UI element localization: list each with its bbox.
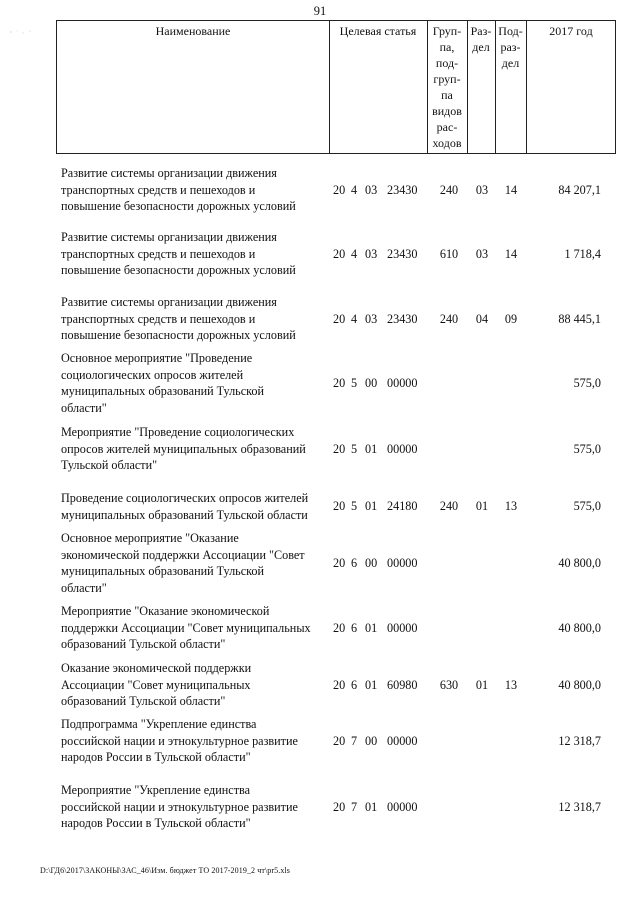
header-subsection: Под- раз- дел [498,24,523,70]
scan-noise [8,28,38,36]
row-name: Развитие системы организации движения транспортных средств и пешеходов и повышение безопасности дорожных условий [61,295,296,342]
row-target-code: 20 4 03 23430 [333,311,418,326]
row-target-code: 20 4 03 23430 [333,182,418,197]
row-amount-2017: 40 800,0 [558,620,601,635]
row-subsection: 13 [504,677,518,692]
header-section: Раз- дел [470,24,492,54]
header-target-article: Целевая статья [339,24,417,38]
row-amount-2017: 1 718,4 [564,246,601,261]
row-expense-group: 630 [439,677,459,692]
row-amount-2017: 575,0 [573,499,601,514]
row-section: 03 [475,182,489,197]
row-amount-2017: 575,0 [573,375,601,390]
row-name: Основное мероприятие "Проведение социологических опросов жителей муниципальных образований Тульской области" [61,351,265,415]
row-amount-2017: 12 318,7 [558,733,601,748]
row-section: 04 [475,311,489,326]
row-amount-2017: 88 445,1 [558,311,601,326]
row-expense-group: 610 [439,246,459,261]
row-section: 01 [475,499,489,514]
page-number: 91 [313,4,327,18]
row-amount-2017: 40 800,0 [558,555,601,570]
row-name: Основное мероприятие "Оказание экономической поддержки Ассоциации "Совет муниципальных образований Тульской области" [61,531,305,595]
row-target-code: 20 6 00 00000 [333,555,418,570]
row-name: Оказание экономической поддержки Ассоциации "Совет муниципальных образований Тульской области" [61,661,252,708]
header-expense-group: Груп- па, под- груп- па видов рас- ходов [432,24,462,150]
file-path-footer: D:\ГД6\2017\ЗАКОНЫ\ЗАС_46\Изм. бюджет ТО 2017-2019_2 чт\pr5.xls [40,866,290,875]
column-divider [526,21,527,153]
row-amount-2017: 40 800,0 [558,677,601,692]
row-subsection: 09 [504,311,518,326]
row-target-code: 20 5 00 00000 [333,375,418,390]
row-amount-2017: 575,0 [573,441,601,456]
row-section: 03 [475,246,489,261]
row-name: Развитие системы организации движения транспортных средств и пешеходов и повышение безопасности дорожных условий [61,166,296,213]
row-target-code: 20 5 01 24180 [333,499,418,514]
row-expense-group: 240 [439,182,459,197]
row-subsection: 13 [504,499,518,514]
column-divider [329,21,330,153]
row-amount-2017: 12 318,7 [558,799,601,814]
row-name: Развитие системы организации движения транспортных средств и пешеходов и повышение безопасности дорожных условий [61,230,296,277]
table-header [56,20,616,154]
row-section: 01 [475,677,489,692]
row-subsection: 14 [504,182,518,197]
row-name: Проведение социологических опросов жителей муниципальных образований Тульской области [61,491,309,522]
row-name: Подпрограмма "Укрепление единства российской нации и этнокультурное развитие народов России в Тульской области" [61,717,298,764]
row-target-code: 20 6 01 60980 [333,677,418,692]
row-target-code: 20 7 00 00000 [333,733,418,748]
row-expense-group: 240 [439,499,459,514]
header-year-2017: 2017 год [549,24,593,38]
row-expense-group: 240 [439,311,459,326]
row-target-code: 20 7 01 00000 [333,799,418,814]
row-target-code: 20 5 01 00000 [333,441,418,456]
row-amount-2017: 84 207,1 [558,182,601,197]
row-subsection: 14 [504,246,518,261]
row-target-code: 20 4 03 23430 [333,246,418,261]
row-name: Мероприятие "Укрепление единства российской нации и этнокультурное развитие народов России в Тульской области" [61,783,298,830]
row-name: Мероприятие "Проведение социологических опросов жителей муниципальных образований Тульской области" [61,425,306,472]
header-name: Наименование [155,24,231,38]
row-name: Мероприятие "Оказание экономической поддержки Ассоциации "Совет муниципальных образований Тульской области" [61,604,311,651]
row-target-code: 20 6 01 00000 [333,620,418,635]
